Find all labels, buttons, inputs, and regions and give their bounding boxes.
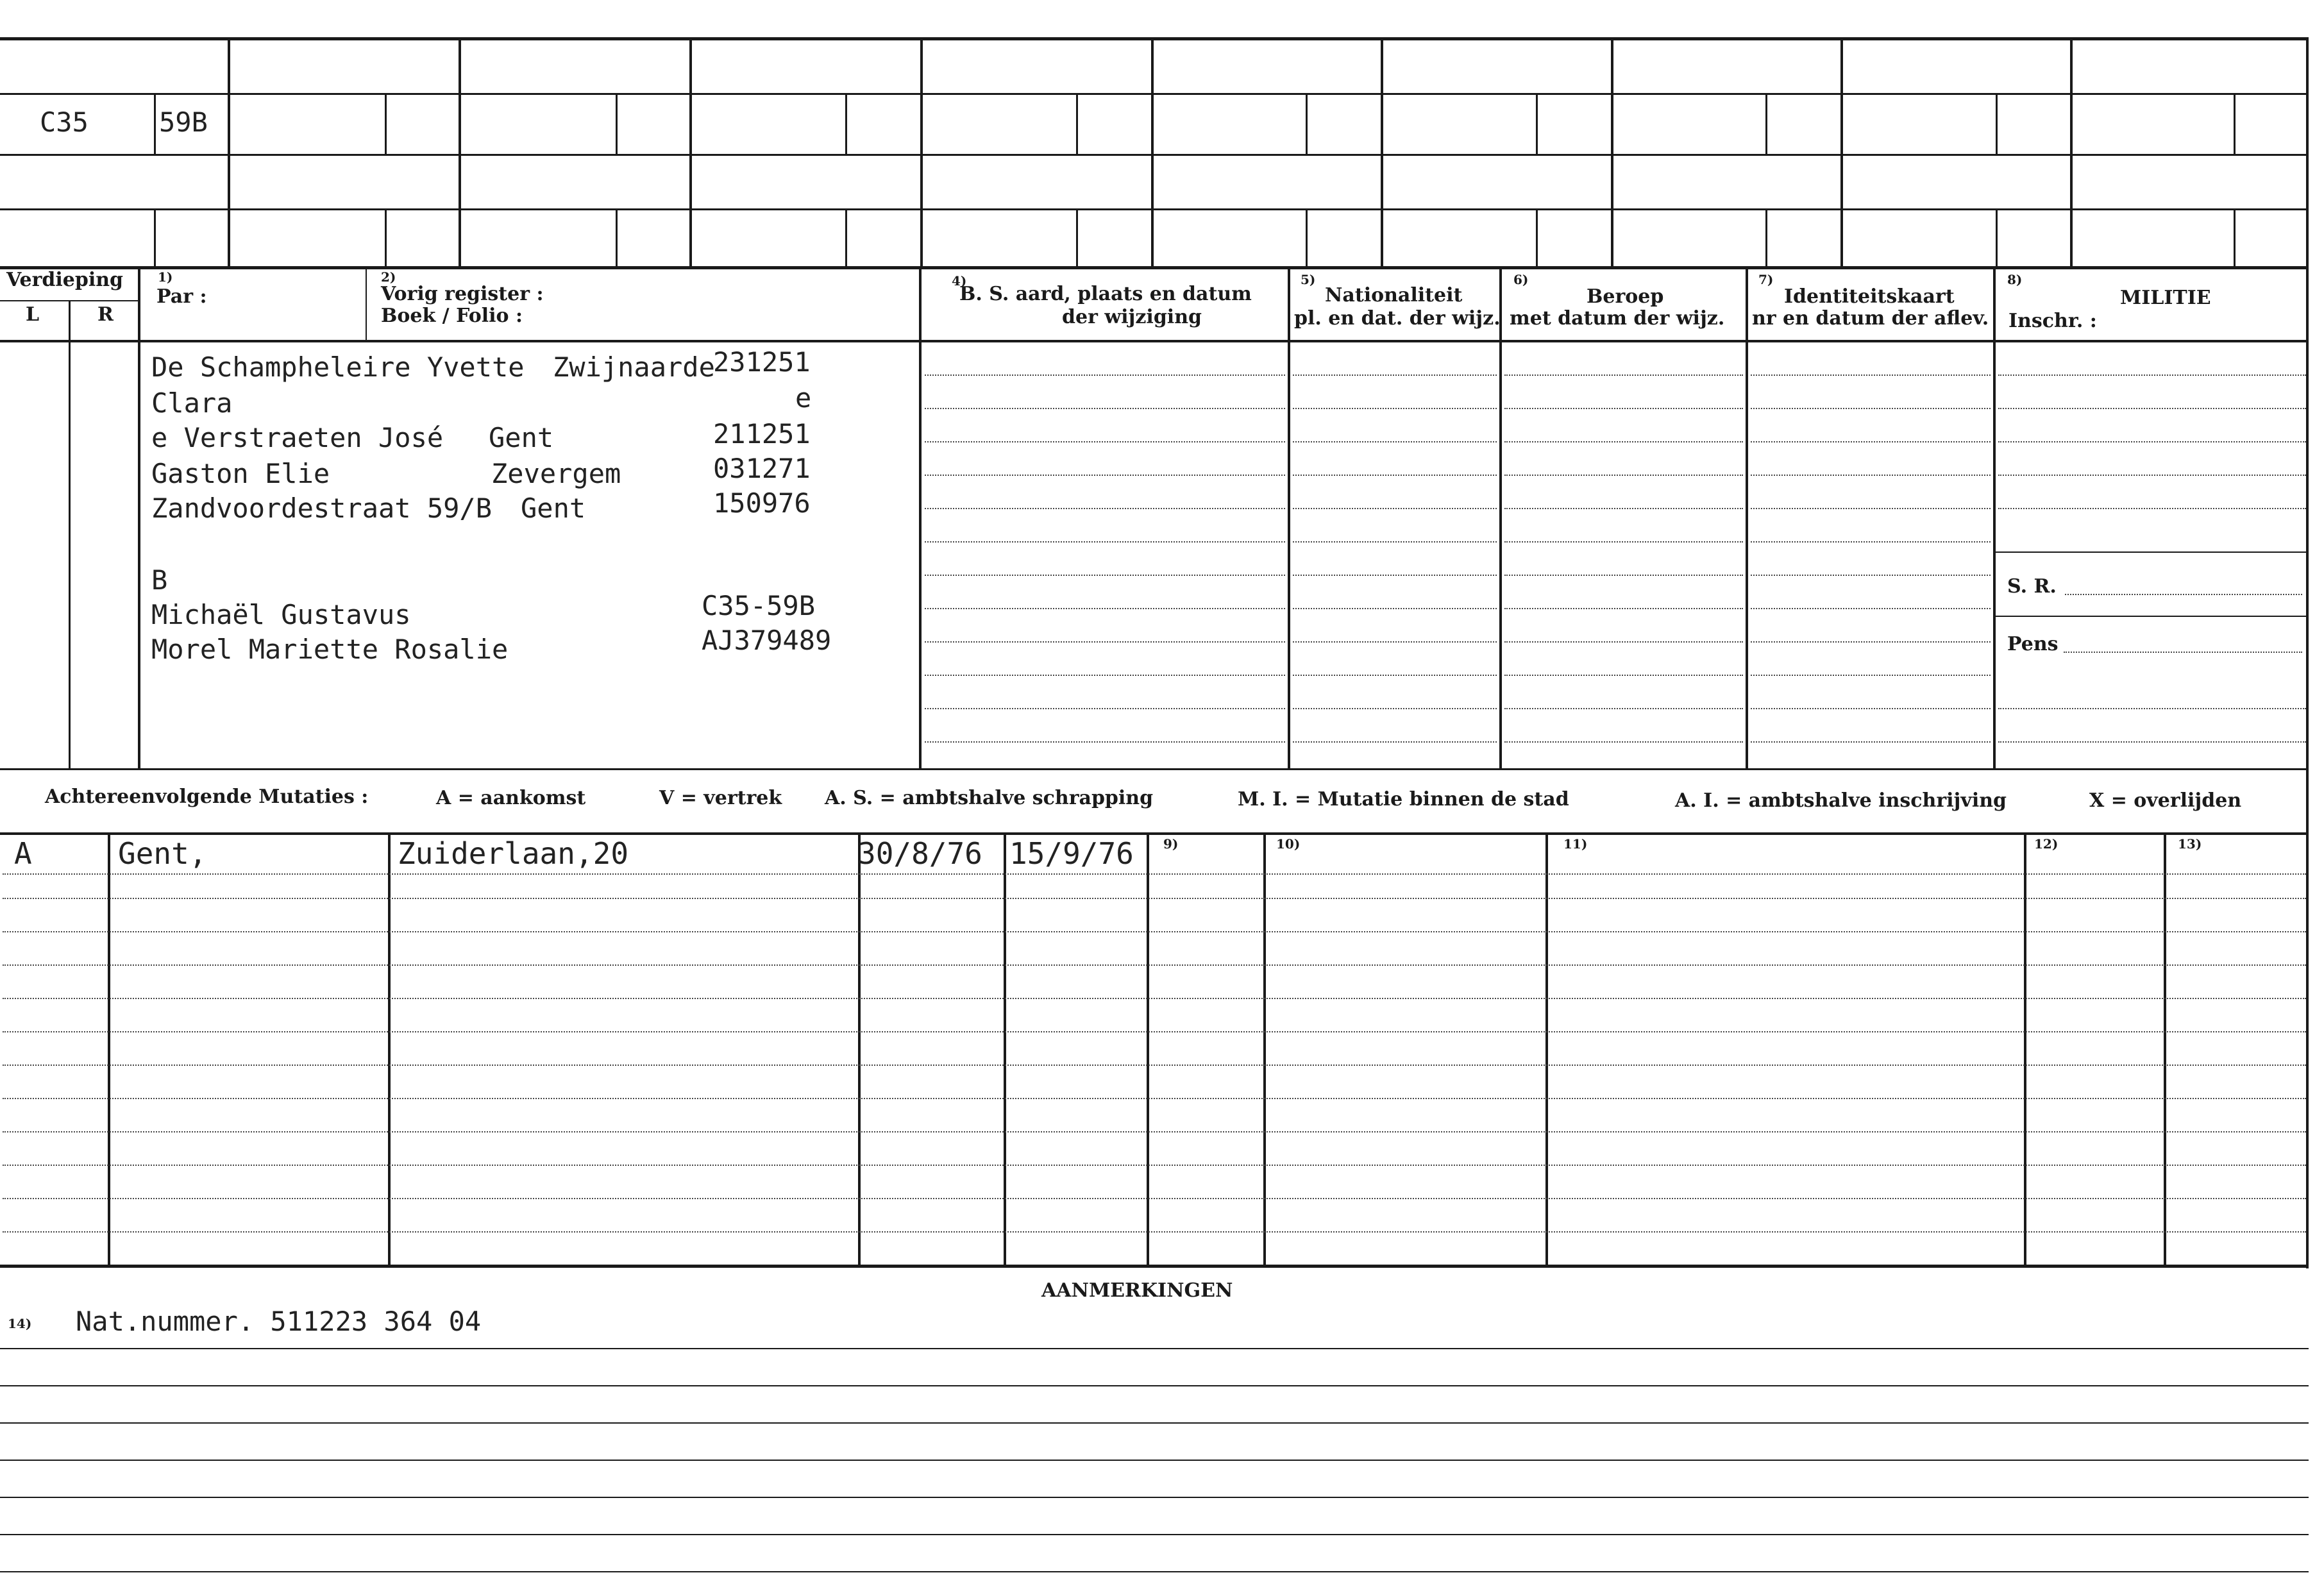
number-2: e xyxy=(795,382,812,414)
person-line-4: Gaston Elie xyxy=(151,458,330,489)
person-line-2: Clara xyxy=(151,387,233,419)
col7-number: 7) xyxy=(1758,272,1774,287)
col5-number: 5) xyxy=(1301,272,1316,287)
person-line-5: Zandvoordestraat 59/B xyxy=(151,492,493,524)
verdieping-header: Verdieping xyxy=(6,269,124,291)
mutation-col12-number: 12) xyxy=(2034,836,2059,852)
mutation-place: Gent, xyxy=(118,836,207,871)
mutation-address: Zuiderlaan,20 xyxy=(398,836,629,871)
mutation-date-1: 30/8/76 xyxy=(858,836,982,871)
par-label: Par : xyxy=(156,285,207,308)
mutation-type: A xyxy=(14,836,32,871)
militie-header: MILITIE xyxy=(2120,287,2211,309)
birthplace-4: Gent xyxy=(521,492,586,524)
legend-mutatie-stad: M. I. = Mutatie binnen de stad xyxy=(1238,788,1569,811)
legend-title: Achtereenvolgende Mutaties : xyxy=(45,786,369,808)
col2-number: 2) xyxy=(381,269,396,285)
number-6: C35-59B xyxy=(702,590,816,621)
legend-vertrek: V = vertrek xyxy=(659,787,782,809)
right-header: R xyxy=(97,303,114,326)
number-1: 231251 xyxy=(713,346,811,378)
mutation-col10-number: 10) xyxy=(1276,836,1301,852)
birthplace-3: Zevergem xyxy=(491,458,621,489)
col6-number: 6) xyxy=(1513,272,1529,287)
bs-header-line1: B. S. aard, plaats en datum xyxy=(959,283,1252,305)
nationaliteit-header: Nationaliteit xyxy=(1325,284,1463,307)
person-line-7: Michaël Gustavus xyxy=(151,599,411,630)
bs-header-line2: der wijziging xyxy=(1062,306,1202,328)
birthplace-2: Gent xyxy=(489,422,554,453)
mutation-col9-number: 9) xyxy=(1163,836,1179,852)
col4-number: 4) xyxy=(952,273,967,289)
legend-overlijden: X = overlijden xyxy=(2089,789,2242,812)
mutation-date-2: 15/9/76 xyxy=(1009,836,1134,871)
left-header: L xyxy=(26,303,40,326)
col8-number: 8) xyxy=(2007,272,2023,287)
card-block-code: C35 xyxy=(40,106,88,138)
identiteitskaart-header: Identiteitskaart xyxy=(1784,285,1955,308)
boek-folio-label: Boek / Folio : xyxy=(381,305,523,327)
mutation-col13-number: 13) xyxy=(2178,836,2202,852)
legend-schrapping: A. S. = ambtshalve schrapping xyxy=(825,787,1154,809)
card-house-number: 59B xyxy=(159,106,208,138)
identiteitskaart-subheader: nr en datum der aflev. xyxy=(1752,307,1989,330)
birthplace-1: Zwijnaarde xyxy=(553,351,715,383)
number-3: 211251 xyxy=(713,418,811,450)
sr-label: S. R. xyxy=(2007,575,2057,598)
inschr-label: Inschr. : xyxy=(2008,310,2097,332)
legend-inschrijving: A. I. = ambtshalve inschrijving xyxy=(1675,789,2007,812)
aanmerkingen-title: AANMERKINGEN xyxy=(1041,1279,1233,1302)
pens-label: Pens xyxy=(2007,633,2059,655)
vorig-register-label: Vorig register : xyxy=(381,283,544,305)
remarks-number: 14) xyxy=(8,1316,32,1331)
person-line-8: Morel Mariette Rosalie xyxy=(151,634,509,665)
col1-number: 1) xyxy=(158,269,173,285)
number-4: 031271 xyxy=(713,453,811,484)
beroep-header: Beroep xyxy=(1587,285,1664,308)
mutation-col11-number: 11) xyxy=(1563,836,1588,852)
person-line-6: B xyxy=(151,564,168,596)
nationaliteit-subheader: pl. en dat. der wijz. xyxy=(1294,307,1501,330)
beroep-subheader: met datum der wijz. xyxy=(1510,307,1725,330)
person-line-1: De Schampheleire Yvette xyxy=(151,351,525,383)
nat-nummer-line: Nat.nummer. 511223 364 04 xyxy=(76,1306,482,1337)
number-7: AJ379489 xyxy=(702,625,832,656)
legend-aankomst: A = aankomst xyxy=(436,787,586,809)
person-line-3: e Verstraeten José xyxy=(151,422,444,453)
number-5: 150976 xyxy=(713,487,811,519)
